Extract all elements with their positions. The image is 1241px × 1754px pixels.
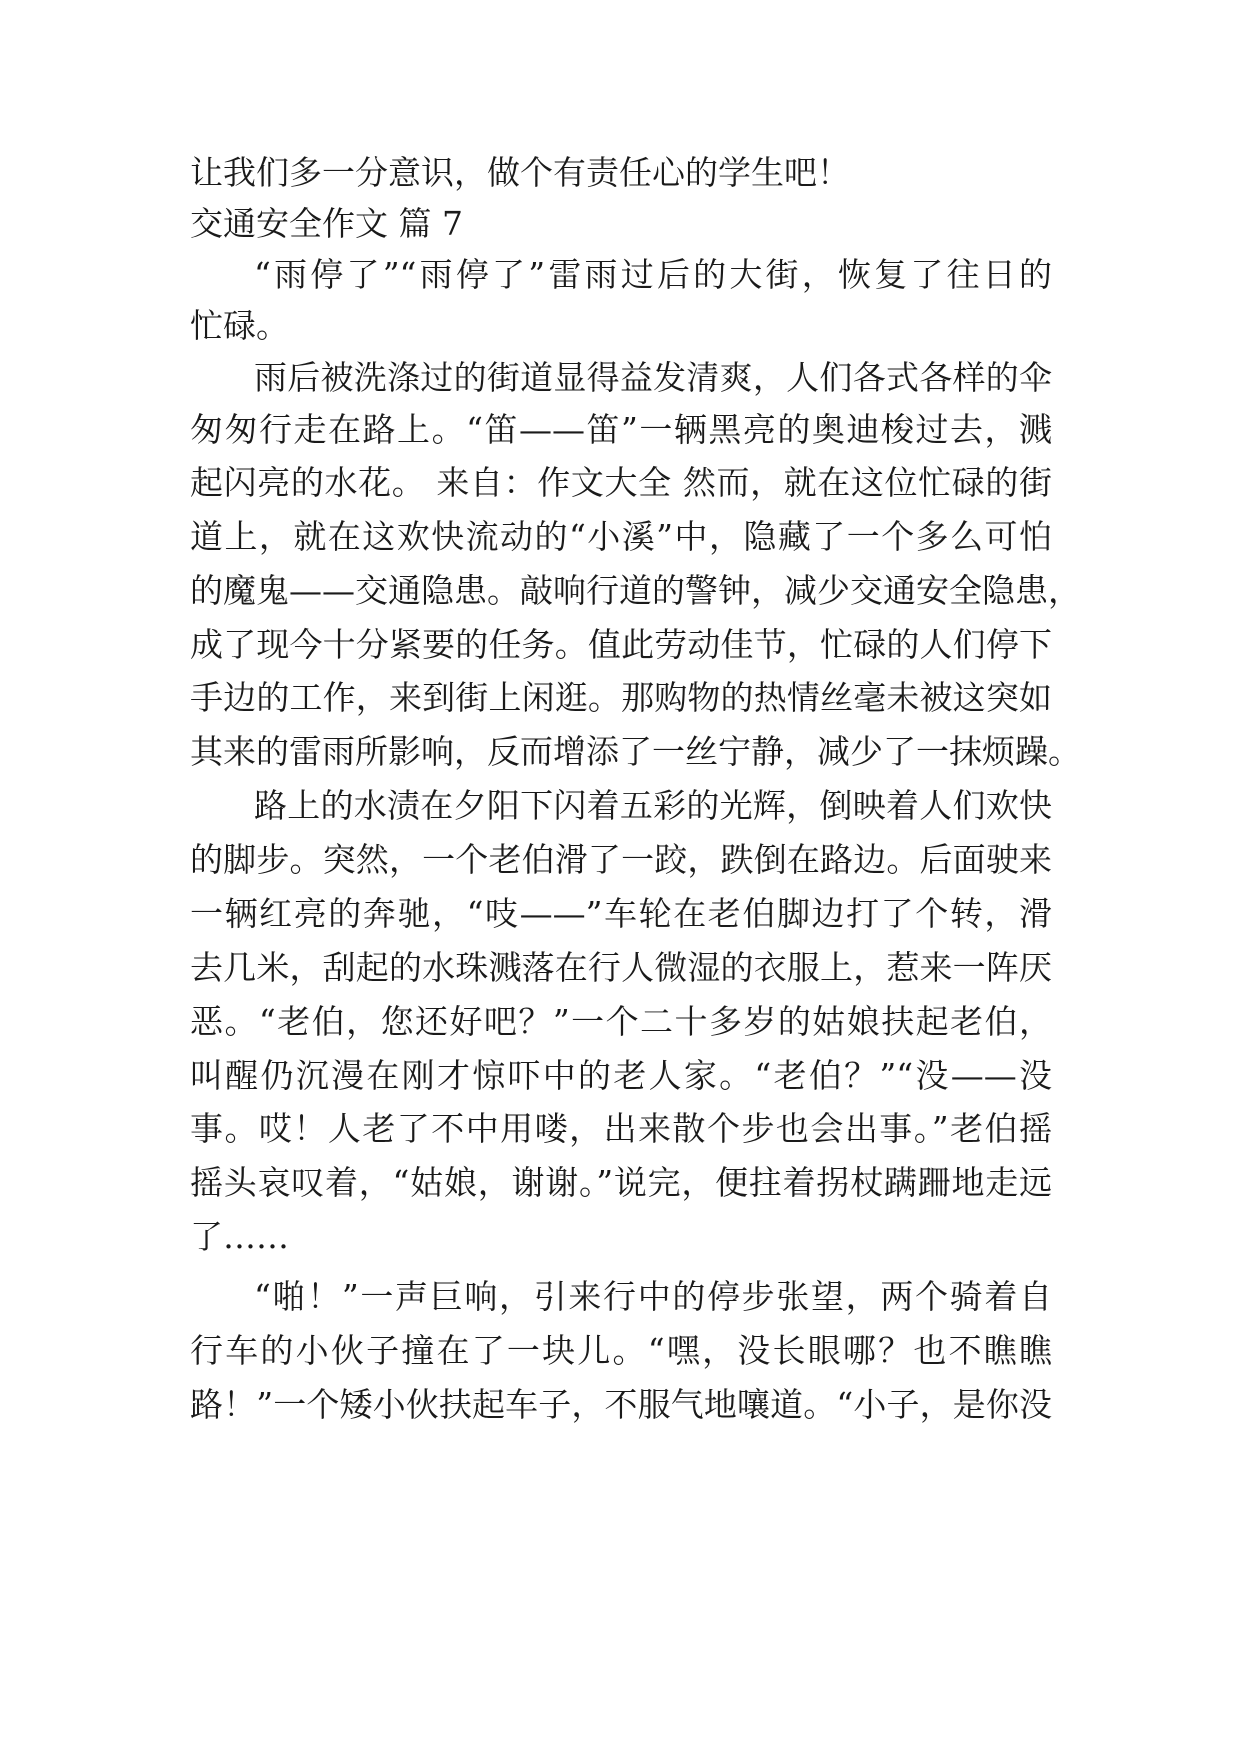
text-line: 恶。“老伯，您还好吧？”一个二十多岁的姑娘扶起老伯， (190, 1002, 1052, 1041)
text-line: 一辆红亮的奔驰，“吱——”车轮在老伯脚边打了个转，滑 (190, 894, 1052, 933)
text-line: “啪！”一声巨响，引来行中的停步张望，两个骑着自 (254, 1277, 1052, 1316)
text-line: 起闪亮的水花。 来自：作文大全 然而，就在这位忙碌的街 (190, 463, 1052, 502)
text-line: 事。哎！人老了不中用喽，出来散个步也会出事。”老伯摇 (190, 1109, 1052, 1148)
text-line: 的魔鬼——交通隐患。敲响行道的警钟，减少交通安全隐患， (190, 571, 1081, 610)
text-line: 成了现今十分紧要的任务。值此劳动佳节，忙碌的人们停下 (190, 625, 1052, 664)
text-line: 让我们多一分意识，做个有责任心的学生吧！ (190, 153, 850, 192)
text-line: 摇头哀叹着，“姑娘，谢谢。”说完，便拄着拐杖蹒跚地走远 (190, 1163, 1052, 1202)
text-line: 行车的小伙子撞在了一块儿。“嘿，没长眼哪？也不瞧瞧 (190, 1331, 1052, 1370)
text-line: 道上，就在这欢快流动的“小溪”中，隐藏了一个多么可怕 (190, 517, 1052, 556)
text-line: 路上的水渍在夕阳下闪着五彩的光辉，倒映着人们欢快 (254, 786, 1052, 825)
text-line: 了…… (190, 1217, 289, 1256)
text-line: 去几米，刮起的水珠溅落在行人微湿的衣服上，惹来一阵厌 (190, 948, 1052, 987)
text-line: “雨停了”“雨停了”雷雨过后的大街，恢复了往日的 (254, 255, 1052, 294)
text-line: 其来的雷雨所影响，反而增添了一丝宁静，减少了一抹烦躁。 (190, 732, 1081, 771)
text-line: 的脚步。突然，一个老伯滑了一跤，跌倒在路边。后面驶来 (190, 840, 1052, 879)
text-line: 手边的工作，来到街上闲逛。那购物的热情丝毫未被这突如 (190, 678, 1052, 717)
text-line: 叫醒仍沉漫在刚才惊吓中的老人家。“老伯？”“没——没 (190, 1056, 1052, 1095)
text-line: 路！”一个矮小伙扶起车子，不服气地嚷道。“小子，是你没 (190, 1385, 1052, 1424)
text-line: 匆匆行走在路上。“笛——笛”一辆黑亮的奥迪梭过去，溅 (190, 410, 1052, 449)
text-line: 忙碌。 (190, 306, 289, 345)
section-heading: 交通安全作文 篇 7 (190, 204, 463, 243)
text-line: 雨后被洗涤过的街道显得益发清爽，人们各式各样的伞 (254, 358, 1052, 397)
